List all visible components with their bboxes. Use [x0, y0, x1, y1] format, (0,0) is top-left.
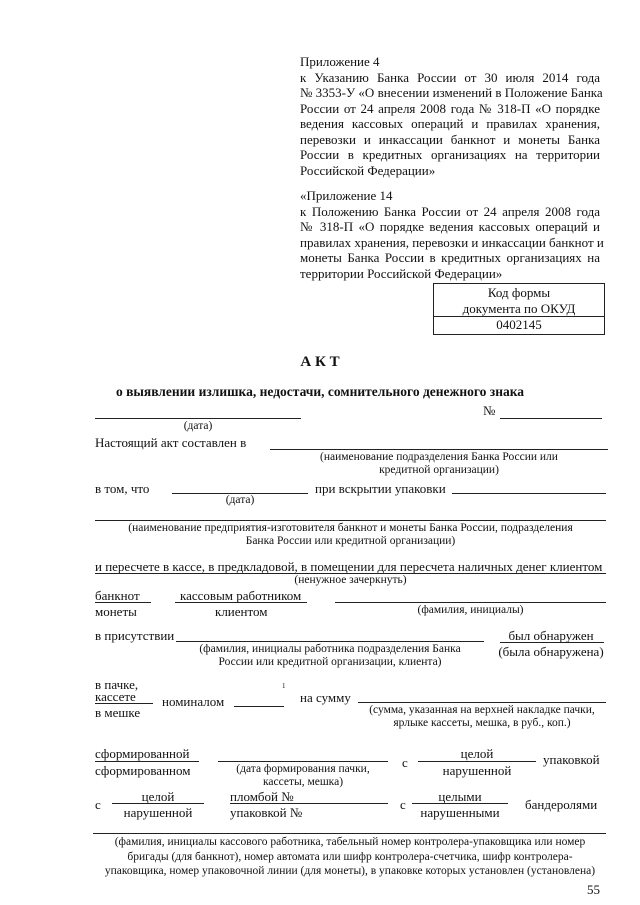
was-found-feminine: (была обнаружена) [498, 644, 604, 659]
appendix-14-line: к Положению Банка России от 24 апреля 2008 года [300, 203, 600, 219]
cassette-option: кассете [95, 689, 136, 704]
number-sign: № [483, 403, 496, 418]
page-number: 55 [587, 882, 600, 897]
formation-date-caption [218, 763, 388, 789]
client-option: клиентом [215, 604, 268, 619]
formation-date-caption-line: кассеты, мешка) [262, 776, 344, 788]
date-caption-2: (дата) [225, 494, 255, 506]
strike-caption: (ненужное зачеркнуть) [294, 574, 407, 586]
band-rolls-label: бандеролями [525, 797, 598, 812]
okud-label-line: документа по ОКУД [462, 300, 576, 316]
formed-feminine-option: сформированной [95, 746, 190, 761]
with-label-3: с [400, 797, 406, 812]
option-divider [230, 803, 388, 804]
amount-caption-line: (сумма, указанная на верхней накладке пачки, [369, 704, 595, 716]
recount-line: и пересчете в кассе, в предкладовой, в помещении для пересчета наличных денег клиентом [95, 559, 603, 574]
formation-date-caption-line: (дата формирования пачки, [236, 763, 370, 775]
final-caption [88, 835, 612, 879]
option-divider [500, 642, 604, 643]
intact-feminine-option: целой [460, 746, 494, 761]
okud-code: 0402145 [496, 317, 542, 332]
manufacturer-caption-line: (наименование предприятия-изготовителя банкнот и монеты Банка России, подразделения [128, 522, 573, 534]
date-field-line[interactable] [95, 418, 301, 419]
composed-in-label: Настоящий акт составлен в [95, 435, 247, 450]
appendix-4-line: России от 24 апреля 2008 года № 318-П «О порядке [300, 100, 600, 116]
option-divider [95, 761, 199, 762]
with-label-2: с [95, 797, 101, 812]
appendix-4-line: к Указанию Банка России от 30 июля 2014 года [300, 69, 600, 85]
act-subtitle: о выявлении излишка, недостачи, сомнительного денежного знака [115, 384, 525, 399]
appendix-4-line: перевозки и инкассации банкнот и монеты Банка [300, 131, 600, 147]
intact-masculine-option: целой [141, 789, 175, 804]
coins-option: монеты [95, 604, 137, 619]
appendix-4-block [300, 54, 603, 178]
option-divider [418, 761, 536, 762]
damaged-feminine-option: нарушенной [442, 763, 512, 778]
division-caption-line: кредитной организации) [379, 464, 499, 476]
formed-masculine-option: сформированном [95, 763, 191, 778]
division-caption-line: (наименование подразделения Банка России или [320, 451, 558, 463]
appendix-14-block [300, 188, 604, 281]
appendix-14-line: территории Российской Федерации» [300, 265, 503, 281]
bag-option: в мешке [95, 705, 141, 720]
division-caption [270, 451, 608, 477]
for-amount-label: на сумму [300, 690, 351, 705]
seal-number-option: пломбой № [230, 789, 294, 804]
presence-caption [176, 643, 484, 669]
appendix-4-line: ведения кассовых операций и правилах хранения, [300, 116, 600, 131]
presence-caption-line: (фамилия, инициалы работника подразделения Банка [199, 643, 461, 655]
was-found-masculine: был обнаружен [508, 628, 594, 643]
damaged-masculine-option: нарушенной [123, 805, 193, 820]
manufacturer-caption-line: Банка России или кредитной организации) [245, 535, 456, 547]
upon-opening-label: при вскрытии упаковки [315, 481, 446, 496]
manufacturer-caption [95, 522, 606, 548]
okud-label-line: Код формы [487, 285, 551, 300]
option-divider [95, 703, 153, 704]
option-divider [112, 803, 204, 804]
presence-caption-line: России или кредитной организации, клиента) [218, 656, 442, 668]
worker-name-field-line[interactable] [335, 602, 606, 603]
manufacturer-field-line[interactable] [95, 520, 606, 521]
amount-caption-line: ярлыке кассеты, мешка, в руб., коп.) [393, 717, 571, 729]
packaging-label: упаковкой [543, 752, 600, 767]
amount-caption [358, 704, 606, 730]
in-that-label: в том, что [95, 481, 150, 496]
date-caption: (дата) [183, 420, 213, 432]
cashier-details-field-line[interactable] [93, 833, 606, 834]
cash-worker-option: кассовым работником [180, 588, 302, 603]
banknotes-option: банкнот [95, 588, 140, 603]
in-presence-label: в присутствии [95, 628, 175, 643]
intact-plural-option: целыми [438, 789, 482, 804]
okud-code-box [433, 283, 605, 335]
appendix-4-line: Российской Федерации» [300, 162, 436, 178]
name-initials-caption: (фамилия, инициалы) [417, 604, 524, 616]
division-field-line[interactable] [270, 449, 608, 450]
in-bundle-option: в пачке, [95, 677, 139, 692]
appendix-14-line: «Приложение 14 [300, 188, 393, 203]
presence-field-line[interactable] [176, 641, 484, 642]
act-number-field-line[interactable] [500, 418, 602, 419]
final-caption-line: (фамилия, инициалы кассового работника, табельный номер контролера-упаковщика или номер [114, 836, 586, 848]
with-label: с [402, 755, 408, 770]
option-divider [175, 602, 307, 603]
okud-label [434, 284, 604, 317]
appendix-14-line: № 318-П «О порядке ведения кассовых операций и [300, 219, 600, 234]
damaged-plural-option: нарушенными [420, 805, 500, 820]
pack-number-option: упаковкой № [230, 805, 303, 820]
denomination-label: номиналом [162, 694, 225, 709]
final-caption-line: бригады (для банкнот), номер автомата или шифр контролера-счетчика, шифр контролера- [127, 850, 573, 863]
appendix-14-line: правилах хранения, перевозки и инкассации банкнот и [300, 234, 604, 250]
footnote-mark: 1 [282, 682, 286, 690]
final-caption-line: упаковщика, номер упаковочной линии (для монеты), в упаковке которых установлен (установлена) [104, 865, 596, 877]
act-title: А К Т [300, 354, 340, 370]
option-divider [95, 602, 151, 603]
denomination-field-line[interactable] [234, 706, 284, 707]
packaging-field-line[interactable] [452, 493, 606, 494]
amount-field-line[interactable] [358, 702, 606, 703]
appendix-4-line: № 3353-У «О внесении изменений в Положение Банка [300, 85, 603, 100]
appendix-4-line: Приложение 4 [300, 54, 380, 69]
appendix-4-line: России в кредитных организациях на территории [300, 147, 600, 162]
appendix-14-line: монеты Банка России в кредитных организациях на [300, 250, 600, 265]
option-divider [412, 803, 508, 804]
formation-date-field-line[interactable] [218, 761, 388, 762]
